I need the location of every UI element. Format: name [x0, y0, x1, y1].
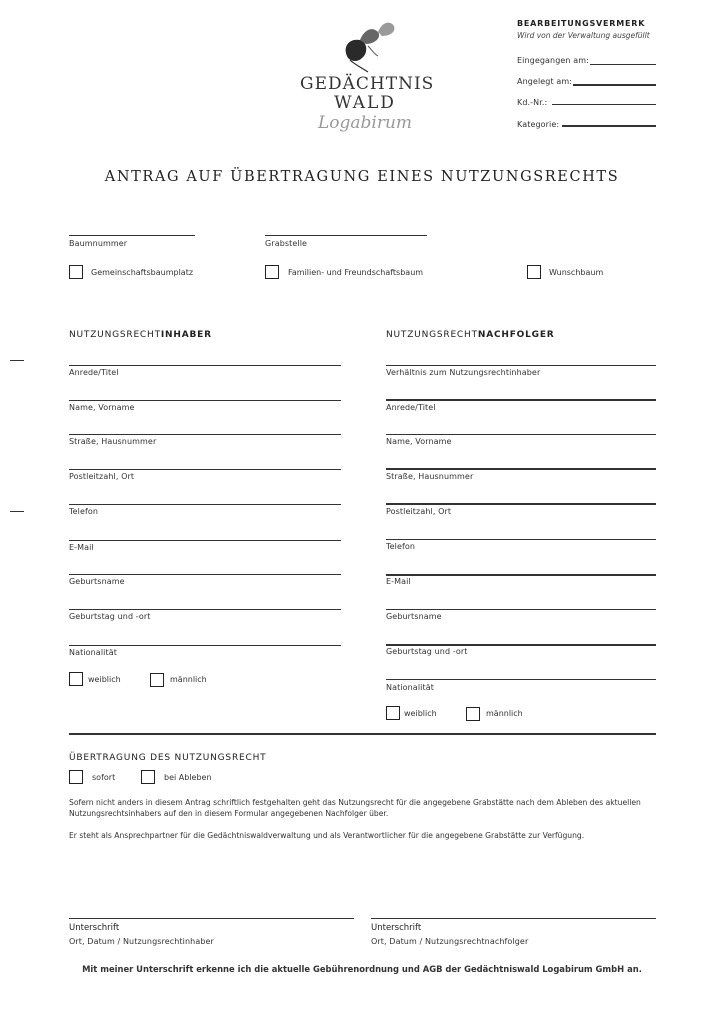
holder-field-line[interactable]	[69, 400, 341, 401]
office-label-category: Kategorie:	[517, 120, 560, 129]
holder-field-line[interactable]	[69, 540, 341, 541]
holder-field-label: Nationalität	[69, 648, 117, 657]
office-title: BEARBEITUNGSVERMERK	[517, 19, 646, 28]
successor-field-line[interactable]	[386, 399, 656, 401]
signature-successor-title: Unterschrift	[371, 923, 422, 933]
holder-heading-normal: NUTZUNGSRECHT	[69, 330, 161, 340]
successor-field-line[interactable]	[386, 539, 656, 540]
successor-field-label: Straße, Hausnummer	[386, 472, 474, 481]
transfer-heading: ÜBERTRAGUNG DES NUTZUNGSRECHT	[69, 753, 267, 763]
grabstelle-label: Grabstelle	[265, 239, 308, 248]
grabstelle-input[interactable]	[265, 235, 427, 236]
transfer-checkbox-bei-ableben[interactable]	[141, 770, 155, 784]
logo-line2: WALD	[334, 93, 396, 113]
office-subtitle: Wird von der Verwaltung ausgefüllt	[517, 31, 650, 40]
successor-field-label: Verhältnis zum Nutzungsrechtinhaber	[386, 368, 541, 377]
transfer-paragraph-1: Sofern nicht anders in diesem Antrag schriftlich festgehalten geht das Nutzungsrecht für die angegebene Grabstätte nach dem Ableben des aktuellen Nutzungsrechtsinhabers auf den in diesem Formular angegebenen Nachfolger über.	[69, 798, 641, 818]
successor-field-line[interactable]	[386, 365, 656, 366]
holder-field-line[interactable]	[69, 434, 341, 435]
successor-field-label: Nationalität	[386, 683, 434, 692]
holder-field-label: Telefon	[69, 507, 99, 516]
office-label-created: Angelegt am:	[517, 77, 573, 86]
holder-field-label: Geburtstag und -ort	[69, 612, 151, 621]
holder-field-label: Postleitzahl, Ort	[69, 472, 135, 481]
successor-heading-normal: NUTZUNGSRECHT	[386, 330, 478, 340]
page-title: ANTRAG AUF ÜBERTRAGUNG EINES NUTZUNGSRECHTS	[104, 169, 620, 185]
logo	[300, 18, 435, 140]
section-divider	[69, 733, 656, 735]
successor-field-line[interactable]	[386, 468, 656, 470]
office-label-received: Eingegangen am:	[517, 56, 589, 65]
signature-holder-sub: Ort, Datum / Nutzungsrechtinhaber	[69, 937, 214, 946]
label-gemeinschaftsbaumplatz: Gemeinschaftsbaumplatz	[91, 268, 194, 277]
successor-label-female: weiblich	[404, 709, 437, 718]
successor-label-male: männlich	[486, 709, 523, 718]
transfer-label-sofort: sofort	[92, 773, 116, 782]
successor-field-line[interactable]	[386, 609, 656, 610]
label-wunschbaum: Wunschbaum	[549, 268, 604, 277]
holder-heading-bold: INHABER	[160, 330, 212, 340]
successor-field-label: Anrede/Titel	[386, 403, 436, 412]
checkbox-wunschbaum[interactable]	[527, 265, 541, 279]
signature-successor-line[interactable]	[371, 918, 656, 919]
successor-checkbox-female[interactable]	[386, 706, 400, 720]
holder-field-label: Anrede/Titel	[69, 368, 119, 377]
label-familien-freundschaftsbaum: Familien- und Freundschaftsbaum	[288, 268, 424, 277]
holder-field-line[interactable]	[69, 365, 341, 366]
checkbox-gemeinschaftsbaumplatz[interactable]	[69, 265, 83, 279]
holder-field-line[interactable]	[69, 609, 341, 610]
transfer-checkbox-sofort[interactable]	[69, 770, 83, 784]
successor-field-line[interactable]	[386, 574, 656, 576]
transfer-label-bei-ableben: bei Ableben	[164, 773, 212, 782]
office-label-customer-number: Kd.-Nr.:	[517, 98, 548, 107]
successor-field-label: E-Mail	[386, 577, 411, 586]
holder-checkbox-male[interactable]	[150, 673, 164, 687]
holder-field-line[interactable]	[69, 645, 341, 646]
logo-line1: GEDÄCHTNIS	[300, 74, 435, 94]
ginkgo-leaves-icon	[338, 18, 398, 74]
office-received-input[interactable]	[590, 64, 656, 65]
office-customer-number-input[interactable]	[552, 104, 656, 105]
logo-script: Logabirum	[317, 113, 413, 133]
holder-label-male: männlich	[170, 675, 207, 684]
office-created-input[interactable]	[573, 84, 656, 86]
successor-field-label: Geburtstag und -ort	[386, 647, 468, 656]
holder-field-label: Name, Vorname	[69, 403, 135, 412]
successor-field-line[interactable]	[386, 434, 656, 435]
holder-field-line[interactable]	[69, 469, 341, 470]
holder-field-label: Straße, Hausnummer	[69, 437, 157, 446]
holder-label-female: weiblich	[88, 675, 121, 684]
baumnummer-label: Baumnummer	[69, 239, 128, 248]
successor-field-line[interactable]	[386, 644, 656, 646]
fold-mark-top	[10, 360, 24, 361]
fold-mark-middle	[10, 511, 24, 512]
successor-heading-bold: NACHFOLGER	[477, 330, 555, 340]
checkbox-familien-freundschaftsbaum[interactable]	[265, 265, 279, 279]
successor-field-label: Geburtsname	[386, 612, 442, 621]
transfer-paragraph-2: Er steht als Ansprechpartner für die Gedächtniswaldverwaltung und als Verantwortlicher für die angegebene Grabstätte zur Verfügung.	[69, 831, 585, 840]
successor-checkbox-male[interactable]	[466, 707, 480, 721]
successor-field-line[interactable]	[386, 679, 656, 680]
holder-field-line[interactable]	[69, 574, 341, 575]
holder-field-line[interactable]	[69, 504, 341, 505]
successor-field-label: Telefon	[386, 542, 416, 551]
holder-checkbox-female[interactable]	[69, 672, 83, 686]
holder-field-label: Geburtsname	[69, 577, 125, 586]
baumnummer-input[interactable]	[69, 235, 195, 236]
successor-field-line[interactable]	[386, 503, 656, 505]
successor-field-label: Postleitzahl, Ort	[386, 507, 452, 516]
successor-field-label: Name, Vorname	[386, 437, 452, 446]
footer-note: Mit meiner Unterschrift erkenne ich die aktuelle Gebührenordnung und AGB der Gedächtniswald Logabirum GmbH an.	[82, 964, 642, 974]
holder-heading	[69, 330, 212, 340]
office-category-input[interactable]	[562, 125, 656, 127]
holder-field-label: E-Mail	[69, 543, 94, 552]
signature-holder-line[interactable]	[69, 918, 354, 919]
successor-heading	[386, 330, 555, 340]
signature-successor-sub: Ort, Datum / Nutzungsrechtnachfolger	[371, 937, 529, 946]
signature-holder-title: Unterschrift	[69, 923, 120, 933]
